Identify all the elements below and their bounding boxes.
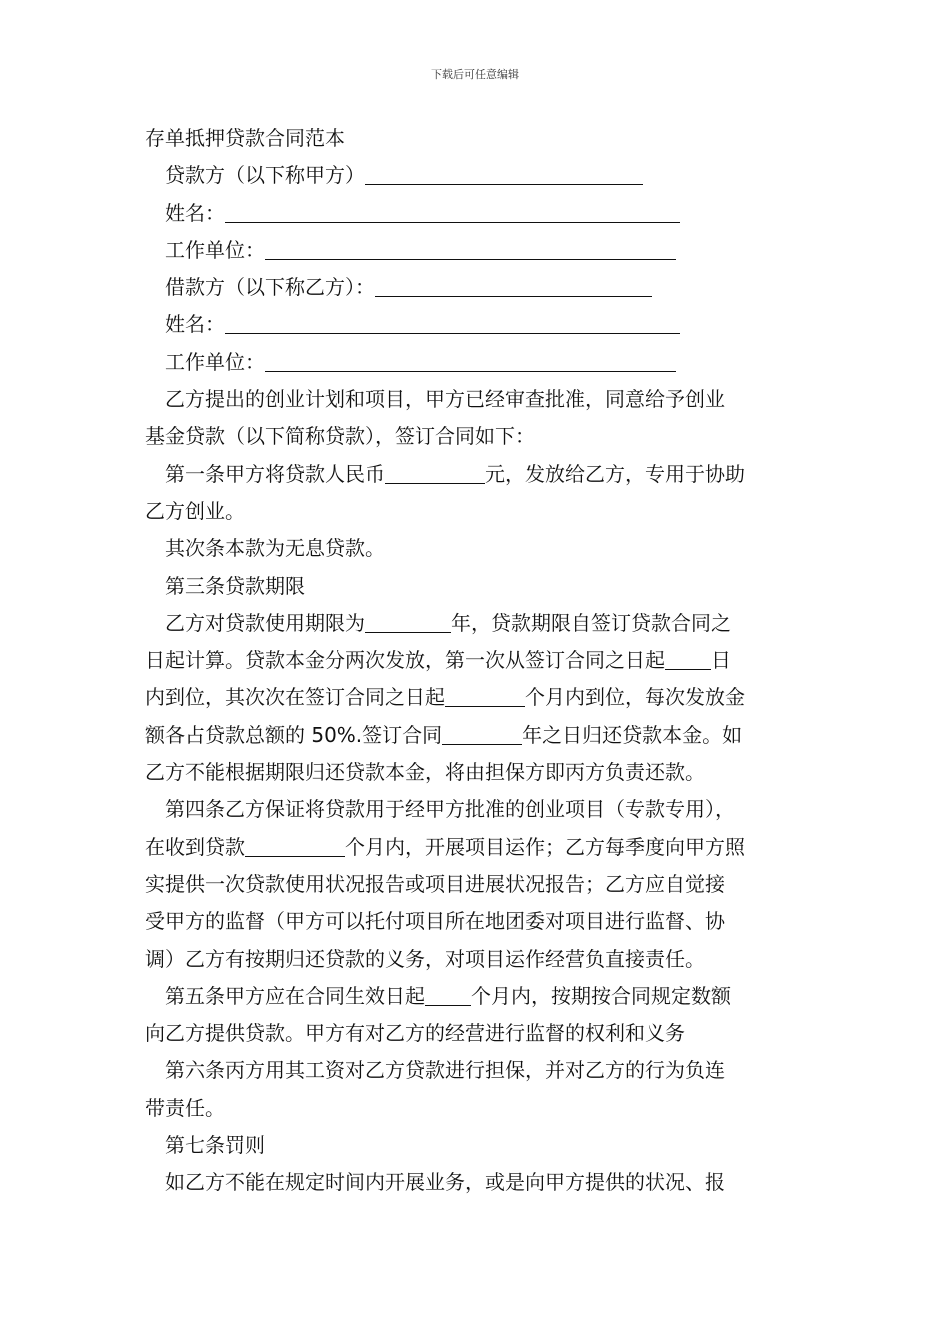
article4-text-a: 在收到贷款 (145, 834, 245, 859)
borrower-unit-label: 工作单位： (165, 349, 265, 374)
intro-line-1: 乙方提出的创业计划和项目，甲方已经审查批准，同意给予创业 (165, 387, 725, 412)
article6-line-2: 带责任。 (145, 1095, 225, 1120)
borrower-name-blank (225, 311, 680, 334)
lender-name-line (145, 195, 810, 232)
lender-name-label: 姓名： (165, 200, 225, 225)
years-blank (442, 722, 522, 745)
article4-text-b: 个月内，开展项目运作；乙方每季度向甲方照 (345, 834, 745, 859)
article3-line-4 (145, 717, 810, 754)
lender-label: 贷款方（以下称甲方） (165, 163, 365, 188)
months-blank-2 (245, 834, 345, 857)
lender-line (145, 157, 810, 194)
header-note: 下载后可任意编辑 (431, 68, 519, 81)
days-blank (665, 647, 711, 670)
article7-title: 第七条罚则 (165, 1133, 265, 1158)
term-blank (365, 610, 451, 633)
article1-text-b: 元，发放给乙方，专用于协助 (485, 461, 745, 486)
article3-line-3 (145, 679, 810, 716)
article3-text-g: 额各占贷款总额的 50%.签订合同 (145, 722, 443, 747)
document-title: 存单抵押贷款合同范本 (145, 126, 345, 150)
article2: 其次条本款为无息贷款。 (165, 536, 385, 561)
lender-unit-line (145, 232, 810, 269)
article5-line-1 (145, 978, 810, 1015)
article1-line-1 (145, 456, 810, 493)
lender-unit-label: 工作单位： (165, 237, 265, 262)
article4-line-3: 实提供一次贷款使用状况报告或项目进展状况报告；乙方应自觉接 (145, 871, 725, 896)
amount-blank (385, 461, 485, 484)
article4-line-2 (145, 829, 810, 866)
article4-line-1: 第四条乙方保证将贷款用于经甲方批准的创业项目（专款专用）， (165, 797, 735, 822)
borrower-label: 借款方（以下称乙方）： (165, 275, 375, 300)
article3-text-e: 内到位，其次次在签订合同之日起 (145, 685, 445, 710)
article5-text-a: 第五条甲方应在合同生效日起 (165, 983, 425, 1008)
intro-line-2: 基金贷款（以下简称贷款），签订合同如下： (145, 424, 535, 449)
article1-line-2: 乙方创业。 (145, 498, 245, 523)
article3-line-5: 乙方不能根据期限归还贷款本金，将由担保方即丙方负责还款。 (145, 760, 705, 785)
article5-line-2: 向乙方提供贷款。甲方有对乙方的经营进行监督的权利和义务 (145, 1021, 685, 1046)
article5-text-b: 个月内，按期按合同规定数额 (471, 983, 731, 1008)
article3-text-b: 年，贷款期限自签订贷款合同之 (451, 610, 731, 635)
article1-text-a: 第一条甲方将贷款人民币 (165, 461, 385, 486)
article3-text-d: 日 (711, 648, 731, 673)
borrower-name-label: 姓名： (165, 312, 225, 337)
article3-line-2 (145, 642, 810, 679)
lender-unit-blank (265, 237, 676, 260)
borrower-blank (375, 274, 652, 297)
months-blank (445, 684, 525, 707)
article3-title: 第三条贷款期限 (165, 573, 305, 598)
article3-text-h: 年之日归还贷款本金。如 (522, 722, 743, 747)
article3-text-c: 日起计算。贷款本金分两次发放，第一次从签订合同之日起 (145, 648, 665, 673)
article7-line-1: 如乙方不能在规定时间内开展业务，或是向甲方提供的状况、报 (165, 1170, 725, 1195)
borrower-name-line (145, 306, 810, 343)
article3-line-1 (145, 605, 810, 642)
article3-text-a: 乙方对贷款使用期限为 (165, 610, 365, 635)
lender-name-blank (225, 200, 680, 223)
months-blank-3 (425, 983, 471, 1006)
article3-text-f: 个月内到位，每次发放金 (525, 685, 745, 710)
borrower-line (145, 269, 810, 306)
article4-line-4: 受甲方的监督（甲方可以托付项目所在地团委对项目进行监督、协 (145, 909, 725, 934)
lender-blank (365, 162, 643, 185)
contract-body (145, 120, 810, 1202)
article6-line-1: 第六条丙方用其工资对乙方贷款进行担保，并对乙方的行为负连 (165, 1058, 725, 1083)
article4-line-5: 调）乙方有按期归还贷款的义务，对项目运作经营负直接责任。 (145, 946, 705, 971)
borrower-unit-line (145, 344, 810, 381)
borrower-unit-blank (265, 349, 676, 372)
